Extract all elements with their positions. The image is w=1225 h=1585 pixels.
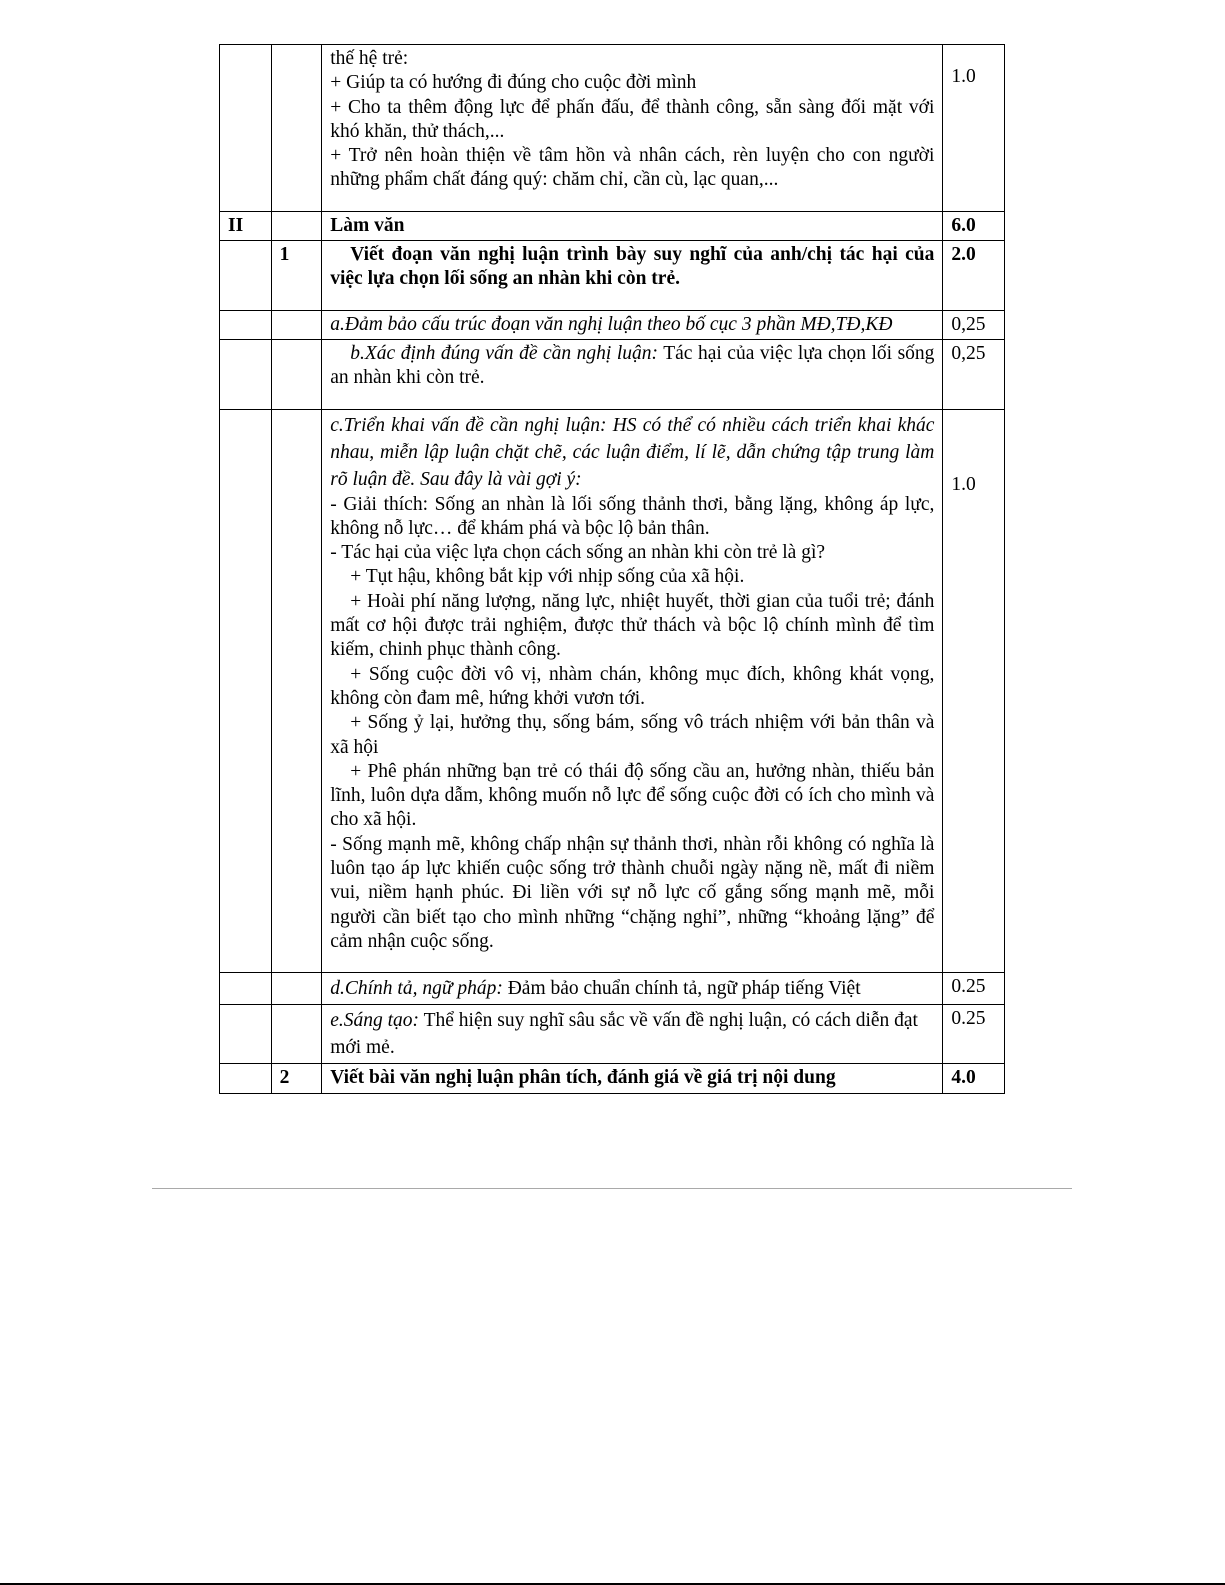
content-line: + Hoài phí năng lượng, năng lực, nhiệt huyết, thời gian của tuổi trẻ; đánh mất cơ hội được trải nghiệm, được thử thách và bộc lộ chính mình để tìm kiếm, chinh phục thành công. <box>330 590 935 661</box>
question-cell <box>271 1005 322 1064</box>
content-line: thế hệ trẻ: <box>330 48 409 69</box>
criterion-d <box>322 973 943 1005</box>
criterion-label: d.Chính tả, ngữ pháp: <box>330 978 503 1000</box>
score-cell: 0.25 <box>943 973 1005 1005</box>
question-number: 2 <box>271 1064 322 1093</box>
score-cell: 0.25 <box>943 1005 1005 1064</box>
score-cell: 1.0 <box>943 45 1005 212</box>
question-title: Viết bài văn nghị luận phân tích, đánh giá về giá trị nội dung <box>322 1064 943 1093</box>
criterion-b <box>322 339 943 409</box>
content-line: + Sống ỷ lại, hưởng thụ, sống bám, sống vô trách nhiệm với bản thân và xã hội <box>330 712 935 758</box>
question-cell <box>271 339 322 409</box>
score-cell: 0,25 <box>943 339 1005 409</box>
content-line: + Cho ta thêm động lực để phấn đấu, để thành công, sẵn sàng đối mặt với khó khăn, thử thách,... <box>330 96 935 142</box>
score-cell: 4.0 <box>943 1064 1005 1093</box>
table-row <box>220 211 1005 240</box>
section-cell <box>220 1005 272 1064</box>
table-row <box>220 1064 1005 1093</box>
content-line: + Trở nên hoàn thiện về tâm hồn và nhân cách, rèn luyện cho con người những phẩm chất đáng quý: chăm chỉ, cần cù, lạc quan,... <box>330 145 935 191</box>
criterion-text: Thể hiện suy nghĩ sâu sắc về vấn đề nghị luận, có cách diễn đạt mới mẻ. <box>330 1010 918 1059</box>
question-title <box>322 241 943 311</box>
table-row <box>220 45 1005 212</box>
criterion-intro: c.Triển khai vấn đề cần nghị luận: HS có thể có nhiều cách triển khai khác nhau, miễn lập luận chặt chẽ, các luận điểm, lí lẽ, dẫn chứng tập trung làm rõ luận đề. Sau đây là vài gợi ý: <box>330 414 935 490</box>
question-number: 1 <box>271 241 322 311</box>
content-cell <box>322 45 943 212</box>
content-line: + Tụt hậu, không bắt kịp với nhịp sống của xã hội. <box>350 566 745 588</box>
criterion-text: Tác hại của việc lựa chọn lối sống an nhàn khi còn trẻ. <box>330 342 935 389</box>
content-line: + Sống cuộc đời vô vị, nhàm chán, không mục đích, không khát vọng, không còn đam mê, hứng khởi vươn tới. <box>330 663 935 709</box>
table-row <box>220 973 1005 1005</box>
question-cell <box>271 973 322 1005</box>
question-cell <box>271 409 322 973</box>
section-cell <box>220 241 272 311</box>
table-row <box>220 310 1005 339</box>
section-cell <box>220 339 272 409</box>
section-number: II <box>220 211 272 240</box>
section-cell <box>220 409 272 973</box>
criterion-label: b.Xác định đúng vấn đề cần nghị luận: <box>350 342 659 364</box>
content-line: + Giúp ta có hướng đi đúng cho cuộc đời mình <box>330 72 697 94</box>
grading-table <box>219 44 1005 1094</box>
criterion-a: a.Đảm bảo cấu trúc đoạn văn nghị luận theo bố cục 3 phần MĐ,TĐ,KĐ <box>322 310 943 339</box>
question-cell <box>271 211 322 240</box>
content-line: - Giải thích: Sống an nhàn là lối sống thảnh thơi, bằng lặng, không áp lực, không nỗ lực… để khám phá và bộc lộ bản thân. <box>330 493 935 539</box>
criterion-c <box>322 409 943 973</box>
section-cell <box>220 1064 272 1093</box>
page-divider <box>152 1188 1072 1189</box>
score-cell: 0,25 <box>943 310 1005 339</box>
section-title: Làm văn <box>322 211 943 240</box>
content-line: - Sống mạnh mẽ, không chấp nhận sự thảnh thơi, nhàn rỗi không có nghĩa là luôn tạo áp lực khiến cuộc sống trở thành chuỗi ngày nặng nề, mất đi niềm vui, niềm hạnh phúc. Đi liền với sự nỗ lực cố gắng sống mạnh mẽ, mỗi người cần biết tạo cho mình những “chặng nghỉ”, những “khoảng lặng” để cảm nhận cuộc sống. <box>330 833 935 952</box>
content-line: - Tác hại của việc lựa chọn cách sống an nhàn khi còn trẻ là gì? <box>330 542 826 564</box>
table-row <box>220 409 1005 973</box>
question-text: Viết đoạn văn nghị luận trình bày suy nghĩ của anh/chị tác hại của việc lựa chọn lối sống an nhàn khi còn trẻ. <box>330 244 935 290</box>
criterion-text: Đảm bảo chuẩn chính tả, ngữ pháp tiếng Việt <box>502 978 861 1000</box>
table-row <box>220 339 1005 409</box>
criterion-e <box>322 1005 943 1064</box>
score-cell: 2.0 <box>943 241 1005 311</box>
score-cell: 6.0 <box>943 211 1005 240</box>
content-line: + Phê phán những bạn trẻ có thái độ sống cầu an, hưởng nhàn, thiếu bản lĩnh, luôn dựa dẫm, không muốn nỗ lực để sống cuộc đời có ích cho mình và cho xã hội. <box>330 760 935 831</box>
question-cell <box>271 45 322 212</box>
criterion-label: e.Sáng tạo: <box>330 1010 420 1032</box>
section-cell <box>220 45 272 212</box>
table-row <box>220 241 1005 311</box>
question-cell <box>271 310 322 339</box>
section-cell <box>220 310 272 339</box>
section-cell <box>220 973 272 1005</box>
table-row <box>220 1005 1005 1064</box>
score-cell: 1.0 <box>943 409 1005 973</box>
